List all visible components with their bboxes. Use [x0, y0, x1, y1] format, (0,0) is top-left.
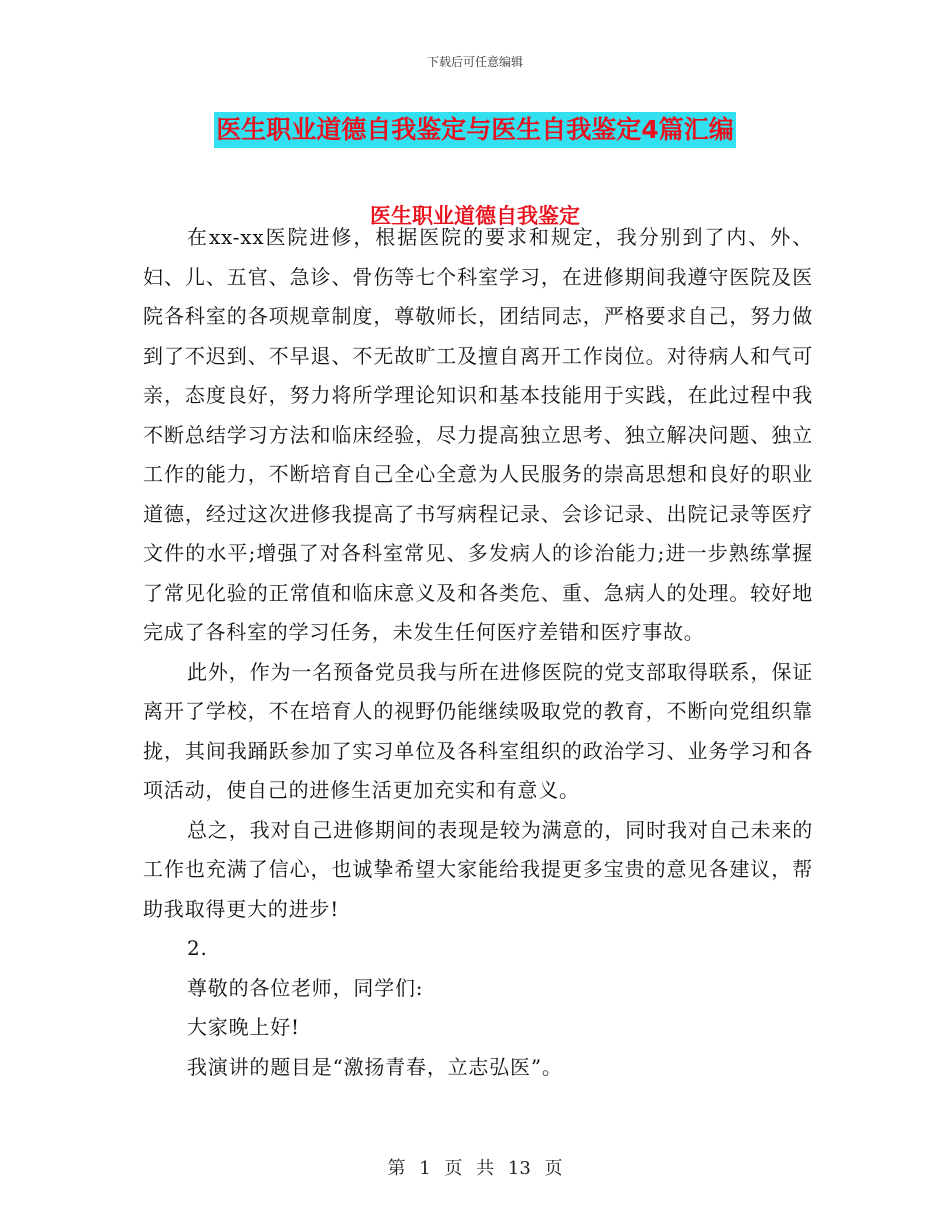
salutation: 尊敬的各位老师，同学们:	[187, 975, 424, 1000]
main-title-container	[0, 112, 950, 148]
page-header-note: 下载后可任意编辑	[426, 55, 523, 69]
page-label: 第	[387, 1158, 406, 1179]
paragraph: 总之，我对自己进修期间的表现是较为满意的，同时我对自己未来的工作也充满了信心，也诚挚希望大家能给我提更多宝贵的意见各建议，帮助我取得更大的进步!	[143, 817, 813, 921]
main-title: 医生职业道德自我鉴定与医生自我鉴定4篇汇编	[214, 112, 735, 148]
section-title: 医生职业道德自我鉴定	[370, 204, 580, 228]
page-footer	[0, 1154, 950, 1180]
speech-topic: 我演讲的题目是“激扬青春，立志弘医”。	[187, 1054, 563, 1079]
total-pages: 13	[507, 1158, 531, 1179]
greeting: 大家晚上好!	[187, 1015, 300, 1039]
page-unit: 页	[444, 1158, 463, 1179]
section-number: 2.	[187, 936, 208, 960]
paragraph: 此外，作为一名预备党员我与所在进修医院的党支部取得联系，保证离开了学校，不在培育人的视野仍能继续吸取党的教育，不断向党组织靠拢，其间我踊跃参加了实习单位及各科室组织的政治学习、业务学习和各项活动，使自己的进修生活更加充实和有意义。	[143, 659, 813, 802]
total-label: 共	[476, 1158, 495, 1179]
total-unit: 页	[544, 1158, 563, 1179]
page-number: 1	[419, 1158, 431, 1179]
paragraph: 在xx-xx医院进修，根据医院的要求和规定，我分别到了内、外、妇、儿、五官、急诊、骨伤等七个科室学习，在进修期间我遵守医院及医院各科室的各项规章制度，尊敬师长，团结同志，严格要求自己，努力做到了不迟到、不早退、不无故旷工及擅自离开工作岗位。对待病人和气可亲，态度良好，努力将所学理论知识和基本技能用于实践，在此过程中我不断总结学习方法和临床经验，尽力提高独立思考、独立解决问题、独立工作的能力，不断培育自己全心全意为人民服务的崇高思想和良好的职业道德，经过这次进修我提高了书写病程记录、会诊记录、出院记录等医疗文件的水平;增强了对各科室常见、多发病人的诊治能力;进一步熟练掌握了常见化验的正常值和临床意义及和各类危、重、急病人的处理。较好地完成了各科室的学习任务，未发生任何医疗差错和医疗事故。	[143, 225, 813, 644]
document-body	[143, 218, 813, 1087]
